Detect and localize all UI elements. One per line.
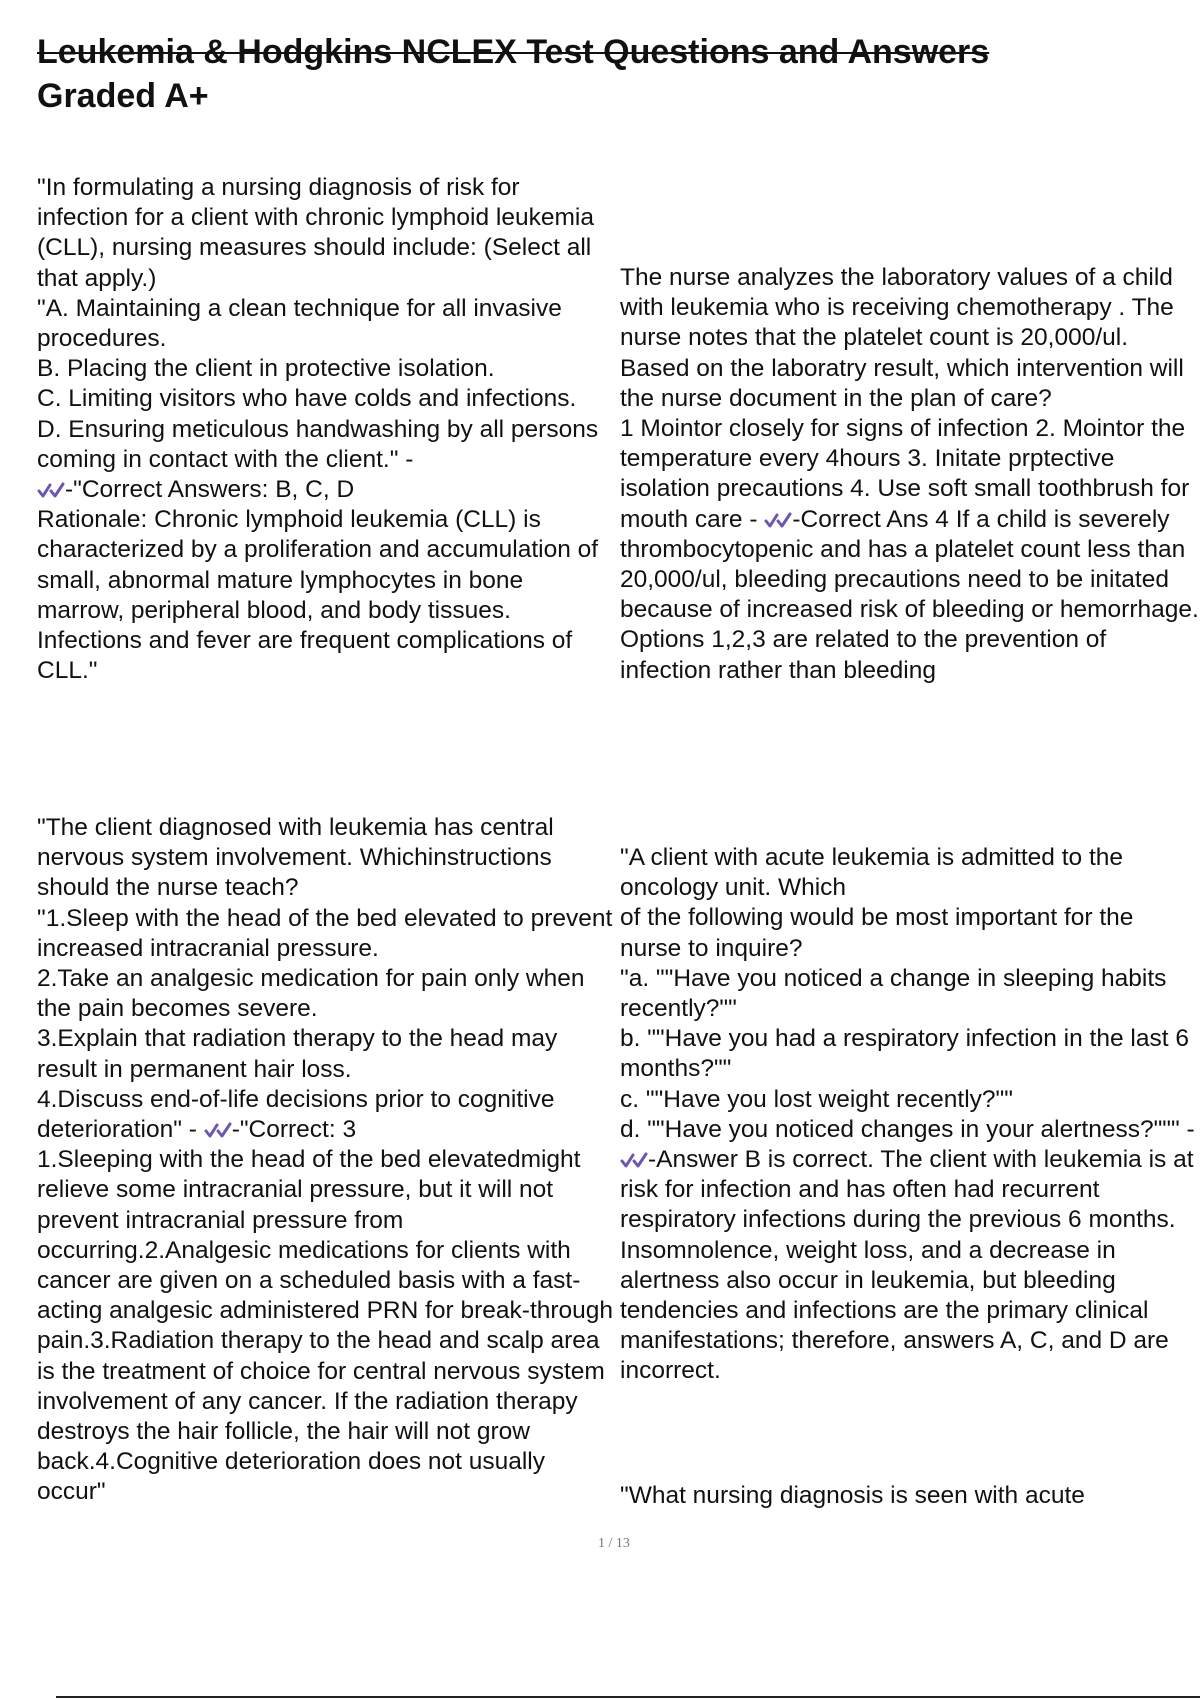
question-block-3	[37, 813, 617, 1508]
question-3-text: "The client diagnosed with leukemia has central nervous system involvement. Whichinstructions should the nurse teach? "1.Sleep with the head of the bed elevated to prevent increased intracranial pressure. 2.Take an analgesic medication for pain only when the pain becomes severe. 3.Explain that radiation therapy to the head may result in permanent hair loss. 4.Discuss end-of-life decisions prior to cognitive deterioration" -	[37, 814, 613, 1144]
answer-2-text: -Correct Ans 4 If a child is severely thrombocytopenic and has a platelet count less than 20,000/ul, bleeding precautions need to be initated because of increased risk of bleeding or hemorrhage. Options 1,2,3 are related to the prevention of infection rather than bleeding	[620, 505, 1199, 684]
double-check-icon	[620, 1149, 648, 1171]
question-5-text: "What nursing diagnosis is seen with acute	[620, 1482, 1085, 1509]
answer-3-text: -"Correct: 3 1.Sleeping with the head of the bed elevatedmight relieve some intracranial pressure, but it will not prevent intracranial pressure from occurring.2.Analgesic medications for clients with cancer are given on a scheduled basis with a fast-acting analgesic administered PRN for break-through pain.3.Radiation therapy to the head and scalp area is the treatment of choice for central nervous system involvement of any cancer. If the radiation therapy destroys the hair follicle, the hair will not grow back.4.Cognitive deterioration does not usually occur"	[37, 1116, 614, 1506]
answer-1-text: -"Correct Answers: B, C, D Rationale: Chronic lymphoid leukemia (CLL) is characterized by a proliferation and accumulation of small, abnormal mature lymphocytes in bone marrow, peripheral blood, and body tissues. Infections and fever are frequent complications of CLL."	[37, 476, 599, 685]
double-check-icon	[204, 1119, 232, 1141]
double-check-icon	[37, 479, 65, 501]
question-block-5	[620, 1481, 1200, 1511]
question-4-text: "A client with acute leukemia is admitted to the oncology unit. Which of the following would be most important for the nurse to inquire? "a. ""Have you noticed a change in sleeping habits recently?"" b. ""Have you had a respiratory infection in the last 6 months?"" c. ""Have you lost weight recently?"" d. ""Have you noticed changes in your alertness?""" -	[620, 844, 1195, 1143]
answer-4-text: -Answer B is correct. The client with leukemia is at risk for infection and has often had recurrent respiratory infections during the previous 6 months. Insomnolence, weight loss, and a decrease in alertness also occur in leukemia, but bleeding tendencies and infections are the primary clinical manifestations; therefore, answers A, C, and D are incorrect.	[620, 1146, 1194, 1385]
page-number: 1 / 13	[598, 1536, 630, 1551]
double-check-icon	[764, 509, 792, 531]
question-1-text: "In formulating a nursing diagnosis of risk for infection for a client with chronic lymphoid leukemia (CLL), nursing measures should include: (Select all that apply.) "A. Maintaining a clean technique for all invasive procedures. B. Placing the client in protective isolation. C. Limiting visitors who have colds and infections. D. Ensuring meticulous handwashing by all persons coming in contact with the client." -	[37, 174, 599, 473]
title-line-2: Graded A+	[37, 77, 209, 115]
question-block-4	[620, 843, 1200, 1387]
question-block-1	[37, 173, 617, 686]
question-block-2	[620, 263, 1200, 686]
document-title	[37, 30, 1167, 118]
question-2-text: The nurse analyzes the laboratory values of a child with leukemia who is receiving chemotherapy . The nurse notes that the platelet count is 20,000/ul. Based on the laboratry result, which intervention will the nurse document in the plan of care? 1 Mointor closely for signs of infection 2. Mointor the temperature every 4hours 3. Initate prptective isolation precautions 4. Use soft small toothbrush for mouth care -	[620, 264, 1190, 533]
title-line-1: Leukemia & Hodgkins NCLEX Test Questions and Answers	[37, 33, 990, 71]
footer-divider	[56, 1696, 1200, 1698]
